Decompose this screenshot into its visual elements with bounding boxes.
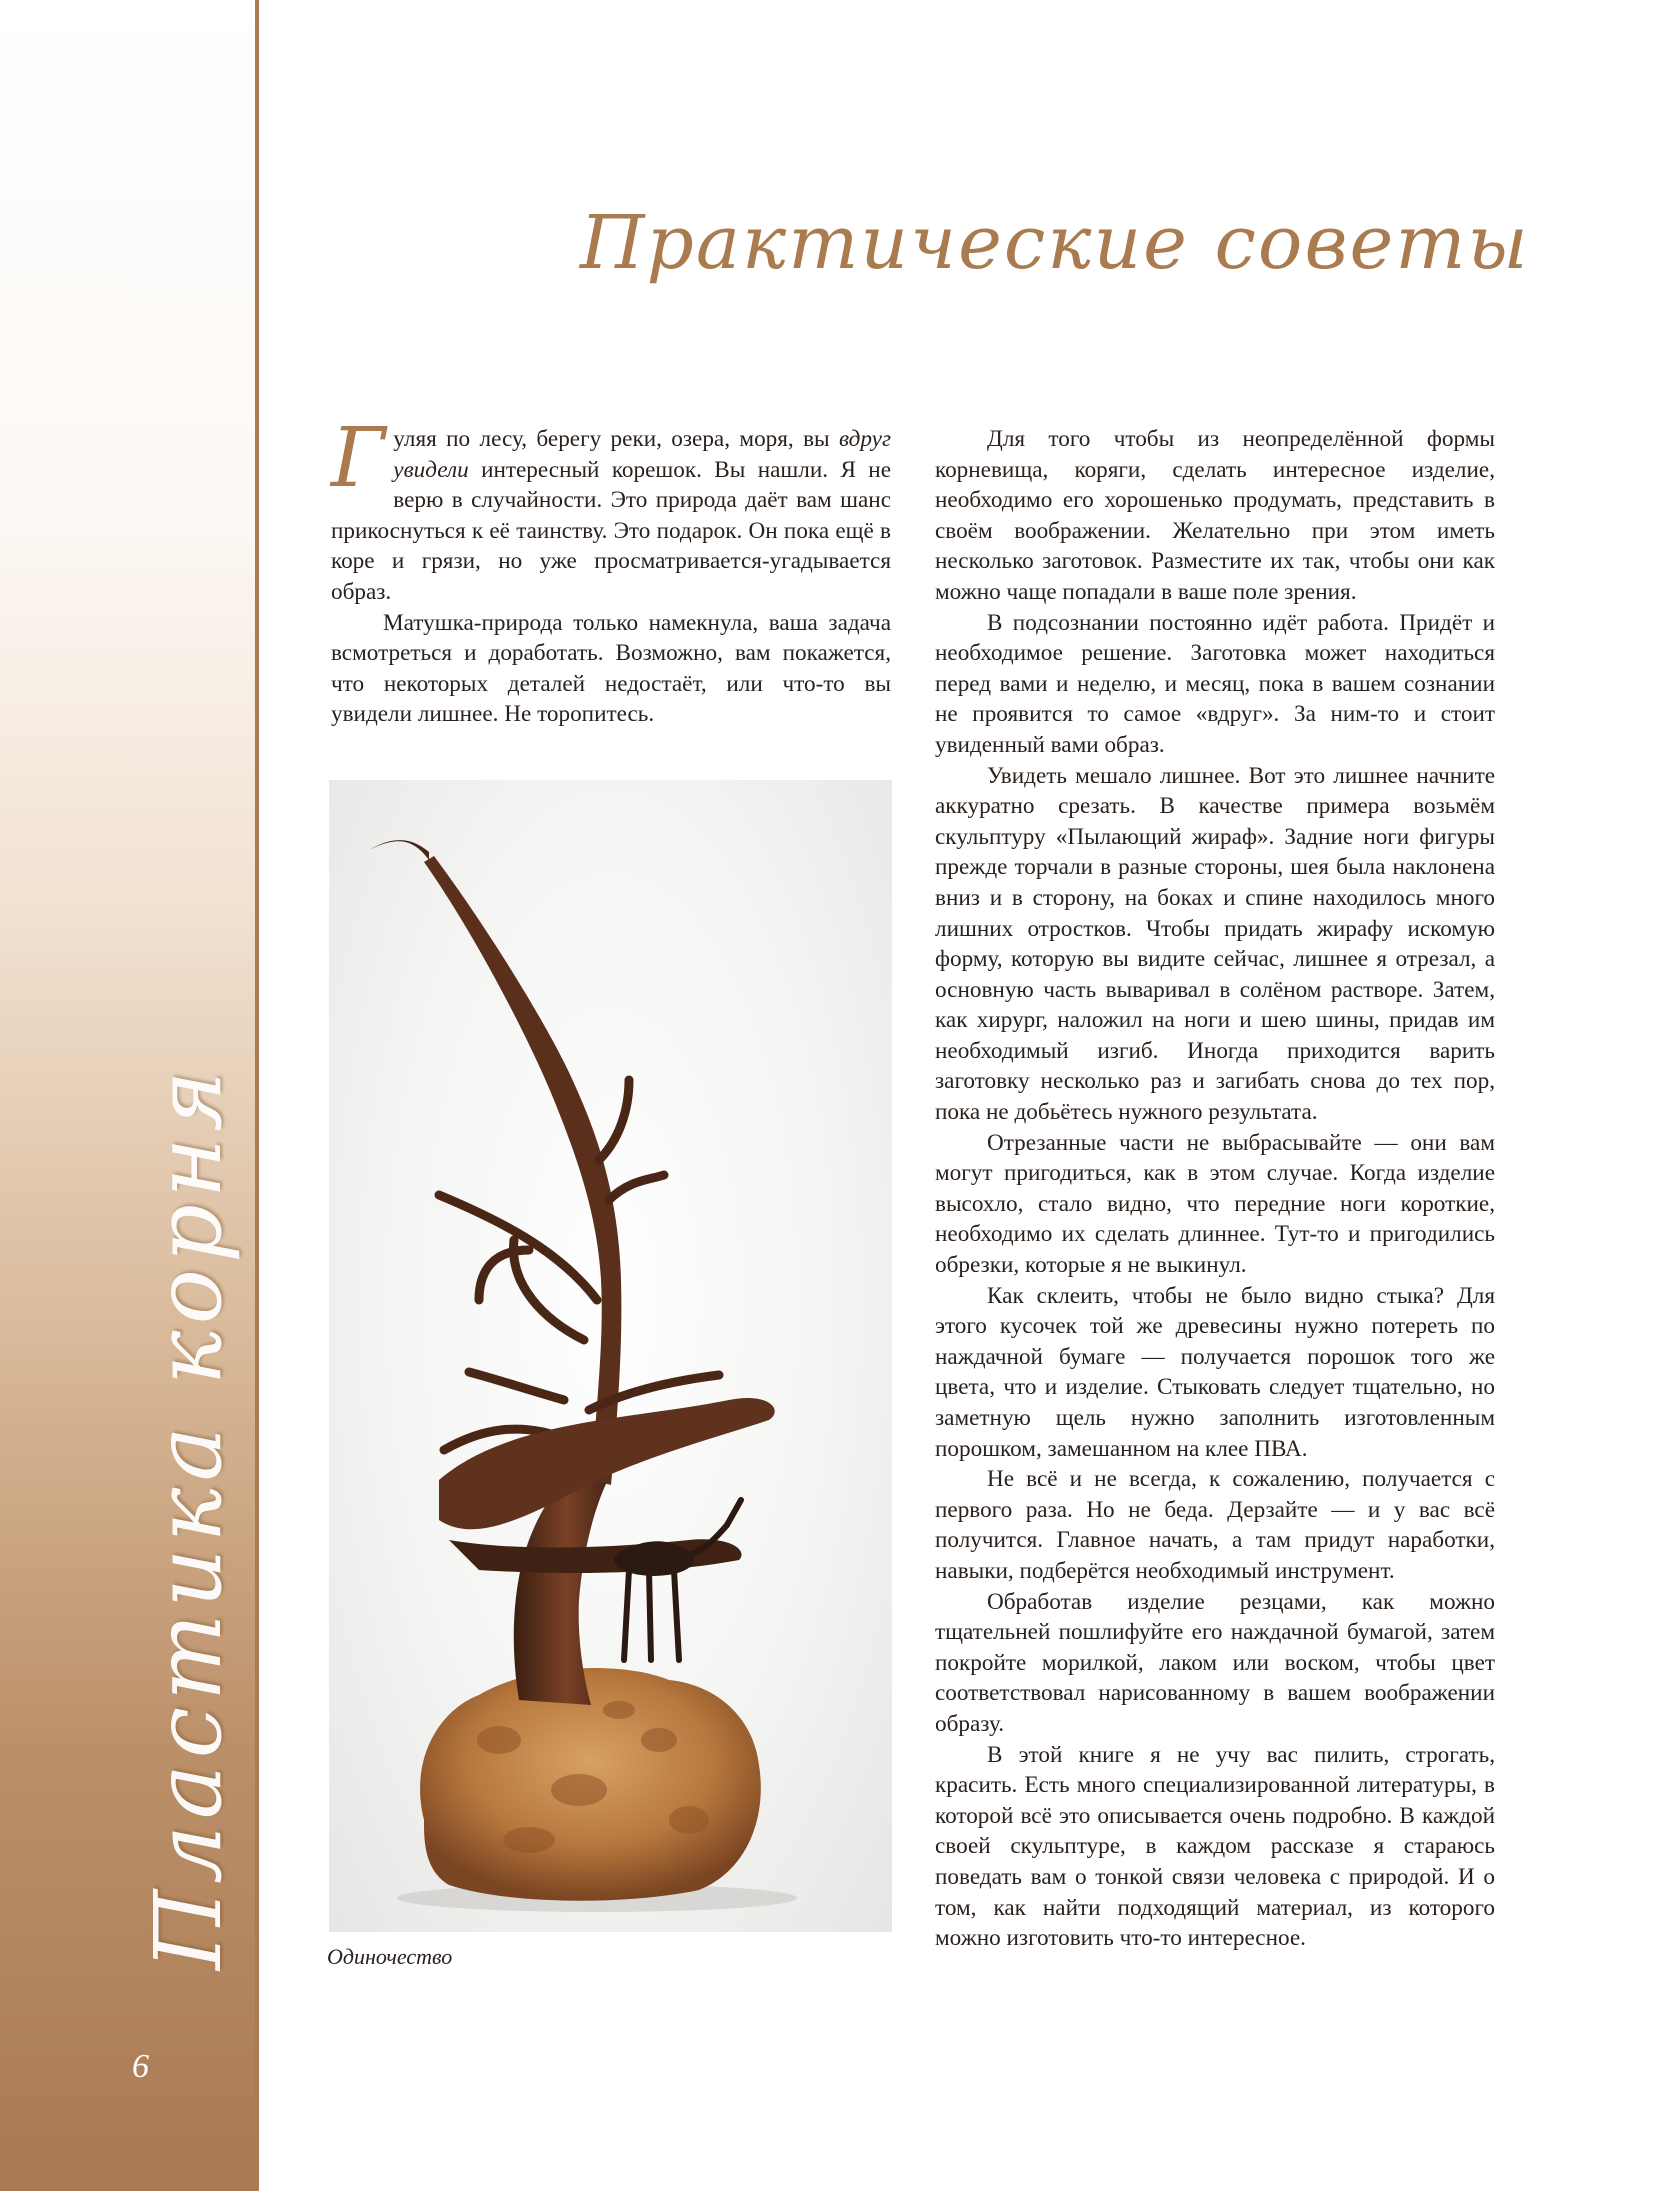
side-divider-line xyxy=(255,0,259,2191)
right-text-column xyxy=(935,424,1495,1954)
vertical-book-title: Пластика корня xyxy=(135,1064,242,1970)
paragraph: В подсознании постоянно идёт работа. Придёт и необходимое решение. Заготовка может находиться перед вами и неделю, и месяц, пока в вашем сознании не проявится то самое «вдруг». За ним-то и стоит увиденный вами образ. xyxy=(935,609,1495,758)
paragraph: Отрезанные части не выбрасывайте — они вам могут пригодиться, как в этом случае. Когда изделие высохло, стало видно, что передние ноги короткие, необходимо их сделать длиннее. Тут-то и пригодились обрезки, которые я не выкинул. xyxy=(935,1129,1495,1279)
page-number: 6 xyxy=(132,2048,149,2085)
page-heading: Практические советы xyxy=(580,200,1530,286)
paragraph: Не всё и не всегда, к сожалению, получается с первого раза. Но не беда. Дерзайте — и у вас всё получится. Главное начать, а там придут наработки, навыки, подберётся необходимый инструмент. xyxy=(935,1466,1495,1584)
paragraph: Обработав изделие резцами, как можно тщательней пошлифуйте его наждачной бумагой, затем покройте морилкой, лаком или воском, чтобы цвет соответствовал нарисованному в вашем воображении образу. xyxy=(935,1588,1495,1737)
paragraph: Матушка-природа только намекнула, ваша задача всмотреться и доработать. Возможно, вам покажется, что некоторых деталей недостаёт, или что-то вы увидели лишнее. Не торопитесь. xyxy=(331,609,891,728)
intro-paragraph xyxy=(331,411,891,608)
left-text-column xyxy=(331,411,891,730)
intro-text-a: уляя по лесу, берегу реки, озера, моря, вы xyxy=(393,426,840,452)
photo-caption: Одиночество xyxy=(327,1944,453,1969)
paragraph: Как склеить, чтобы не было видно стыка? Для этого кусочек той же древесины нужно потереть по наждачной бумаге — получается порошок того же цвета, что и изделие. Стыковать следует тщательно, но заметную щель нужно заполнить изготовленным порошком, замешанном на клее ПВА. xyxy=(935,1282,1495,1462)
paragraph: В этой книге я не учу вас пилить, строгать, красить. Есть много специализированной литературы, в которой всё это описывается очень подробно. В каждой своей скульптуре, в каждом рассказе я стараюсь поведать вам о тонкой связи человека с природой. И о том, как найти подходящий материал, из которого можно изготовить что-то интересное. xyxy=(935,1741,1495,1952)
paragraph: Увидеть мешало лишнее. Вот это лишнее начните аккуратно срезать. В качестве примера возьмём скульптуру «Пылающий жираф». Задние ноги фигуры прежде торчали в разные стороны, шея была наклонена вниз и в сторону, на боках и спине находилось много лишних отростков. Чтобы придать жирафу искомую форму, которую вы видите сейчас, лишнее я отрезал, а основную часть вываривал в солёном растворе. Затем, как хирург, наложил на ноги и шею шины, придав им необходимый изгиб. Иногда приходится варить заготовку несколько раз и загибать снова до тех пор, пока не добьётесь нужного результата. xyxy=(935,762,1495,1126)
intro-text-b: интересный корешок. Вы нашли. Я не верю в случайности. Это природа даёт вам шанс прикоснуться к её таинству. Это подарок. Он пока ещё в коре и грязи, но уже просматривается-угадывается образ. xyxy=(331,456,891,605)
drop-cap: Г xyxy=(331,411,386,506)
paragraph: Для того чтобы из неопределённой формы корневища, коряги, сделать интересное изделие, необходимо его хорошенько продумать, представить в своём воображении. Желательно при этом иметь несколько заготовок. Разместите их так, чтобы они как можно чаще попадали в ваше поле зрения. xyxy=(935,426,1495,605)
root-sculpture-illustration xyxy=(329,780,892,1932)
sculpture-photo xyxy=(329,780,892,1932)
intro-text-italic: вдруг увидели xyxy=(393,426,891,483)
